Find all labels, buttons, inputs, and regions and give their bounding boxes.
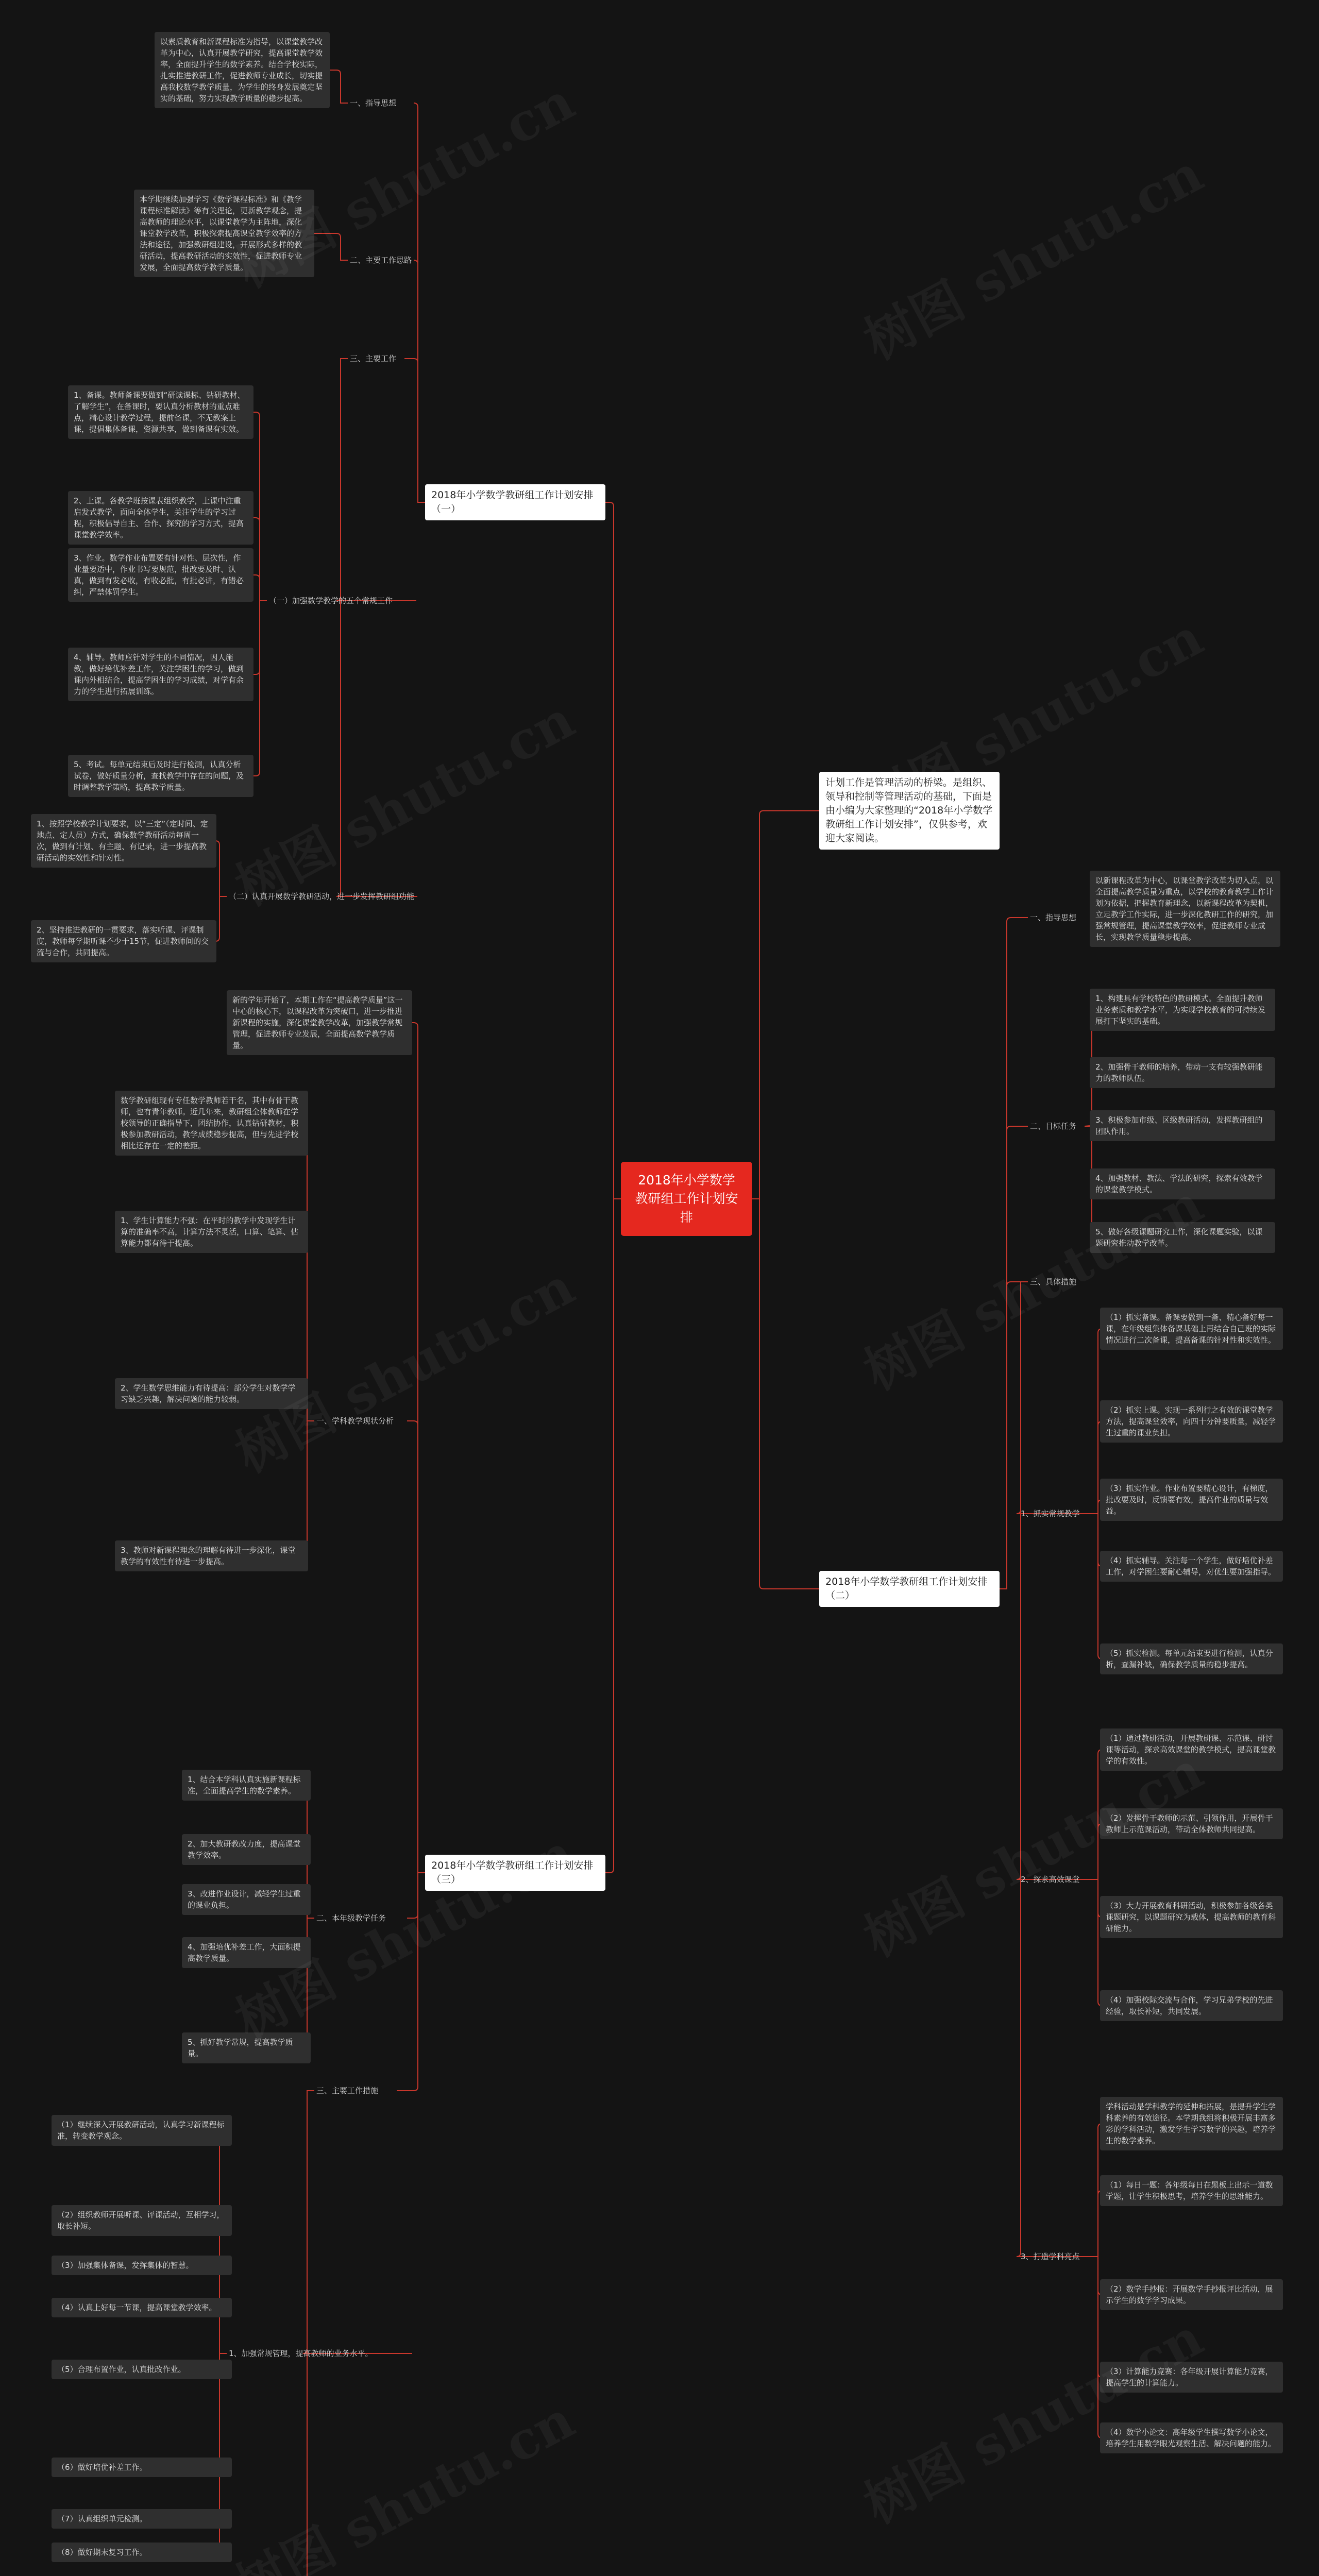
plan1-s3b: （二）认真开展数学教研活动，进一步发挥教研组功能 — [229, 892, 415, 901]
connector-line — [412, 1023, 425, 1873]
connector-line — [215, 841, 227, 896]
plan1-s3a-item: 4、辅导。教师应针对学生的不同情况，因人施教，做好培优补差工作，关注学困生的学习，做到课内外相结合，提高学困生的学习成绩，对学有余力的学生进行拓展训练。 — [68, 648, 253, 701]
plan2-topic: 2018年小学数学教研组工作计划安排（二） — [819, 1571, 1000, 1607]
connector-line — [253, 601, 267, 776]
connector-line — [1000, 918, 1028, 1589]
plan3-s3a-item: （2）组织教师开展听课、评课活动，互相学习，取长补短。 — [52, 2205, 232, 2236]
connector-line — [330, 70, 348, 103]
plan3-s1-item: 3、教师对新课程理念的理解有待进一步深化，课堂教学的有效性有待进一步提高。 — [115, 1540, 308, 1571]
plan1-s3b-item: 2、坚持推进教研的一贯要求，落实听课、评课制度，教师每学期听课不少于15节，促进教师间的交流与合作，共同提高。 — [31, 920, 216, 962]
plan3-s3a-item: （5）合理布置作业，认真批改作业。 — [52, 2360, 232, 2379]
plan2-s3a-item: （2）抓实上课。实现一系列行之有效的课堂教学方法，提高课堂效率，向四十分钟要质量，减轻学生过重的课业负担。 — [1100, 1400, 1283, 1443]
connector-line — [303, 1421, 314, 1556]
plan2-s2-item: 4、加强教材、教法、学法的研究，探索有效教学的课堂教学模式。 — [1090, 1168, 1275, 1199]
plan1-s2: 二、主要工作思路 — [350, 256, 412, 265]
connector-line — [215, 2130, 232, 2353]
plan2-s3c: 3、打造学科亮点 — [1021, 2252, 1080, 2261]
plan3-s3a-item: （4）认真上好每一节课，提高课堂教学效率。 — [52, 2298, 232, 2317]
plan3-s3: 三、主要工作措施 — [316, 2086, 379, 2095]
plan2-s3b-item: （4）加强校际交流与合作，学习兄弟学校的先进经验，取长补短，共同发展。 — [1100, 1990, 1283, 2021]
plan3-s3a-item: （3）加强集体备课，发挥集体的智慧。 — [52, 2256, 232, 2275]
plan1-topic: 2018年小学数学教研组工作计划安排（一） — [425, 484, 605, 520]
plan2-s3a-item: （1）抓实备课。备课要做到一备、精心备好每一课，在年级组集体备课基础上再结合自己班的实际情况进行二次备课，提高备课的针对性和实效性。 — [1100, 1308, 1283, 1350]
plan2-s3c-item: （1）每日一题：各年级每日在黑板上出示一道数学题，让学生积极思考，培养学生的思维能力。 — [1100, 2175, 1283, 2206]
connector-line — [1017, 1282, 1091, 1879]
connector-line — [303, 2091, 412, 2353]
plan2-s2-item: 5、做好各级课题研究工作，深化课题实验，以课题研究推动教学改革。 — [1090, 1222, 1275, 1253]
connector-line — [752, 811, 819, 1199]
plan2-s3b-item: （1）通过教研活动，开展教研课、示范课、研讨课等活动，探求高效课堂的教学模式，提高课堂教学的有效性。 — [1100, 1728, 1283, 1771]
connector-line — [314, 233, 348, 260]
connector-line — [1000, 1282, 1028, 1589]
plan2-s3b: 2、探求高效课堂 — [1021, 1875, 1080, 1884]
plan1-s3a-item: 2、上课。各教学班按课表组织教学，上课中注重启发式教学，面向全体学生，关注学生的学习过程，积极倡导自主、合作、探究的学习方式，提高课堂教学效率。 — [68, 491, 253, 545]
plan1-s3a-item: 5、考试。每单元结束后及时进行检测，认真分析试卷，做好质量分析，查找教学中存在的问题，及时调整教学策略，提高教学质量。 — [68, 755, 253, 797]
connector-line — [414, 260, 425, 502]
plan2-s2-item: 1、构建具有学校特色的教研模式。全面提升教师业务素质和教学水平，为实现学校教育的可持续发展打下坚实的基础。 — [1090, 989, 1275, 1031]
root-topic: 2018年小学数学教研组工作计划安排 — [621, 1162, 752, 1236]
connector-line — [407, 1873, 425, 1918]
connector-line — [303, 1123, 314, 1421]
plan2-s2-item: 3、积极参加市级、区级教研活动，发挥教研组的团队作用。 — [1090, 1110, 1275, 1141]
intro-topic: 计划工作是管理活动的桥梁。是组织、领导和控制等管理活动的基础，下面是由小编为大家整理的“2018年小学数学教研组工作计划安排”，仅供参考，欢迎大家阅读。 — [819, 772, 1000, 850]
plan3-s3a-item: （7）认真组织单元检测。 — [52, 2509, 232, 2529]
plan3-s1-item: 数学教研组现有专任数学教师若干名，其中有骨干教师，也有青年教师。近几年来，教研组全体教师在学校领导的正确指导下，团结协作，认真钻研教材，积极参加教研活动，教学成绩稳步提高，但与先进学校相比还存在一定的差距。 — [115, 1091, 308, 1156]
plan1-s3: 三、主要工作 — [350, 354, 397, 363]
plan2-s3b-item: （3）大力开展教育科研活动，积极参加各级各类课题研究，以课题研究为载体，提高教师的教育科研能力。 — [1100, 1896, 1283, 1938]
plan3-s2: 二、本年级教学任务 — [316, 1913, 386, 1923]
connector-line — [1091, 2257, 1102, 2377]
connector-line — [404, 359, 425, 502]
plan2-s3a: 1、抓实常规教学 — [1021, 1509, 1080, 1518]
connector-line — [336, 359, 417, 896]
plan2-s3c-item: （2）数学手抄报：开展数学手抄报评比活动，展示学生的数学学习成果。 — [1100, 2279, 1283, 2310]
plan2-s3c-item: （4）数学小论文：高年级学生撰写数学小论文，培养学生用数学眼光观察生活、解决问题的能力。 — [1100, 2422, 1283, 2453]
plan2-s3b-item: （2）发挥骨干教师的示范、引领作用，开展骨干教师上示范课活动，带动全体教师共同提高。 — [1100, 1808, 1283, 1839]
plan3-s1: 一、学科教学现状分析 — [316, 1416, 394, 1426]
plan1-s3a-item: 1、备课。教师备课要做到“研读课标、钻研教材、了解学生”，在备课时，要认真分析教材的重点难点，精心设计教学过程，提前备课，不无教案上课，提倡集体备课，资源共享，做到备课有实效。 — [68, 385, 253, 439]
plan3-topic: 2018年小学数学教研组工作计划安排（三） — [425, 1855, 605, 1891]
plan3-s3a-item: （1）继续深入开展教研活动，认真学习新课程标准，转变教学观念。 — [52, 2115, 232, 2146]
connector-line — [303, 2091, 412, 2576]
plan2-s3a-item: （3）抓实作业。作业布置要精心设计，有梯度，批改要及时，反馈要有效，提高作业的质量与效益。 — [1100, 1479, 1283, 1521]
plan2-s2: 二、目标任务 — [1030, 1122, 1077, 1131]
plan3-s1-item: 1、学生计算能力不强：在平时的教学中发现学生计算的准确率不高，计算方法不灵活，口算、笔算、估算能力都有待于提高。 — [115, 1211, 308, 1253]
plan1-s1-text: 以素质教育和新课程标准为指导，以课堂教学改革为中心，认真开展教学研究，提高课堂教学效率，全面提升学生的数学素养。结合学校实际，扎实推进教研工作，促进教师专业成长，切实提高我校数学教学质量，为学生的终身发展奠定坚实的基础，努力实现教学质量的稳步提高。 — [155, 32, 330, 108]
plan2-s2-item: 2、加强骨干教师的培养，带动一支有较强教研能力的教师队伍。 — [1090, 1057, 1275, 1088]
plan3-s2-item: 4、加强培优补差工作，大面积提高教学质量。 — [182, 1937, 311, 1968]
connector-line — [414, 103, 425, 502]
connector-line — [407, 1421, 425, 1873]
plan2-s3c-item: 学科活动是学科教学的延伸和拓展，是提升学生学科素养的有效途径。本学期我组将积极开展丰富多彩的学科活动，激发学生学习数学的兴趣，培养学生的数学素养。 — [1100, 2097, 1283, 2150]
plan3-s2-item: 3、改进作业设计，减轻学生过重的课业负担。 — [182, 1884, 311, 1915]
connector-line — [215, 896, 227, 941]
connector-line — [605, 502, 621, 1199]
plan1-s3a: （一）加强数学教学的五个常规工作 — [269, 596, 393, 605]
connector-line — [1091, 1514, 1102, 1659]
plan1-s3b-item: 1、按照学校教学计划要求，以“三定”（定时间、定地点、定人员）方式，确保数学教研活动每周一次，做到有计划、有主题、有记录，进一步提高教研活动的实效性和针对性。 — [31, 814, 216, 868]
plan2-s3a-item: （4）抓实辅导。关注每一个学生，做好培优补差工作，对学困生要耐心辅导，对优生要加强指导。 — [1100, 1551, 1283, 1582]
connector-line — [752, 1199, 819, 1589]
plan3-s2-item: 1、结合本学科认真实施新课程标准，全面提高学生的数学素养。 — [182, 1770, 311, 1801]
plan1-s3a-item: 3、作业。数学作业布置要有针对性、层次性，作业量要适中，作业书写要规范，批改要及时、认真，做到有发必收，有收必批，有批必讲，有错必纠，严禁体罚学生。 — [68, 548, 253, 602]
plan2-s3a-item: （5）抓实检测。每单元结束要进行检测，认真分析，查漏补缺，确保教学质量的稳步提高。 — [1100, 1643, 1283, 1674]
plan3-s3a: 1、加强常规管理，提高教师的业务水平。 — [229, 2349, 373, 2358]
plan2-s1-text: 以新课程改革为中心，以课堂教学改革为切入点，以全面提高教学质量为重点，以学校的教育教学工作计划为依据，把握教育新理念，以新课程改革为契机，立足教学工作实际，进一步深化教研工作的研究，加强常规管理，提高课堂教学效率，促进教师专业成长，实现教学质量稳步提高。 — [1090, 871, 1280, 947]
plan1-s2-text: 本学期继续加强学习《数学课程标准》和《教学课程标准解读》等有关理论，更新教学观念，提高教师的理论水平，以课堂教学为主阵地，深化课堂教学改革，积极探索提高课堂教学效率的方法和途径，加强教研组建设，开展形式多样的教研活动，提高教研活动的实效性，促进教师专业发展，全面提高数学教学质量。 — [134, 190, 314, 277]
plan3-s3a-item: （6）做好培优补差工作。 — [52, 2458, 232, 2477]
plan2-s3c-item: （3）计算能力竞赛：各年级开展计算能力竞赛，提高学生的计算能力。 — [1100, 2362, 1283, 2393]
plan2-s1: 一、指导思想 — [1030, 913, 1077, 922]
connector-line — [1017, 1282, 1091, 2257]
connector-line — [336, 359, 416, 601]
plan3-s2-item: 5、抓好教学常规，提高教学质量。 — [182, 2032, 311, 2063]
connector-line — [215, 2221, 232, 2353]
plan1-s1: 一、指导思想 — [350, 98, 397, 108]
plan3-intro: 新的学年开始了，本期工作在“提高教学质量”这一中心的核心下，以课程改革为突破口，进一步推进新课程的实施，深化课堂教学改革，加强教学常规管理，促进教师专业发展，全面提高数学教学质量。 — [227, 990, 412, 1055]
plan3-s3a-item: （8）做好期末复习工作。 — [52, 2543, 232, 2562]
plan3-s1-item: 2、学生数学思维能力有待提高：部分学生对数学学习缺乏兴趣，解决问题的能力较弱。 — [115, 1378, 308, 1409]
connector-line — [605, 1199, 621, 1873]
plan2-s3: 三、具体措施 — [1030, 1277, 1077, 1286]
connector-line — [1017, 1282, 1091, 1514]
plan3-s2-item: 2、加大教研教改力度，提高课堂教学效率。 — [182, 1834, 311, 1865]
connector-line — [397, 1873, 425, 2091]
